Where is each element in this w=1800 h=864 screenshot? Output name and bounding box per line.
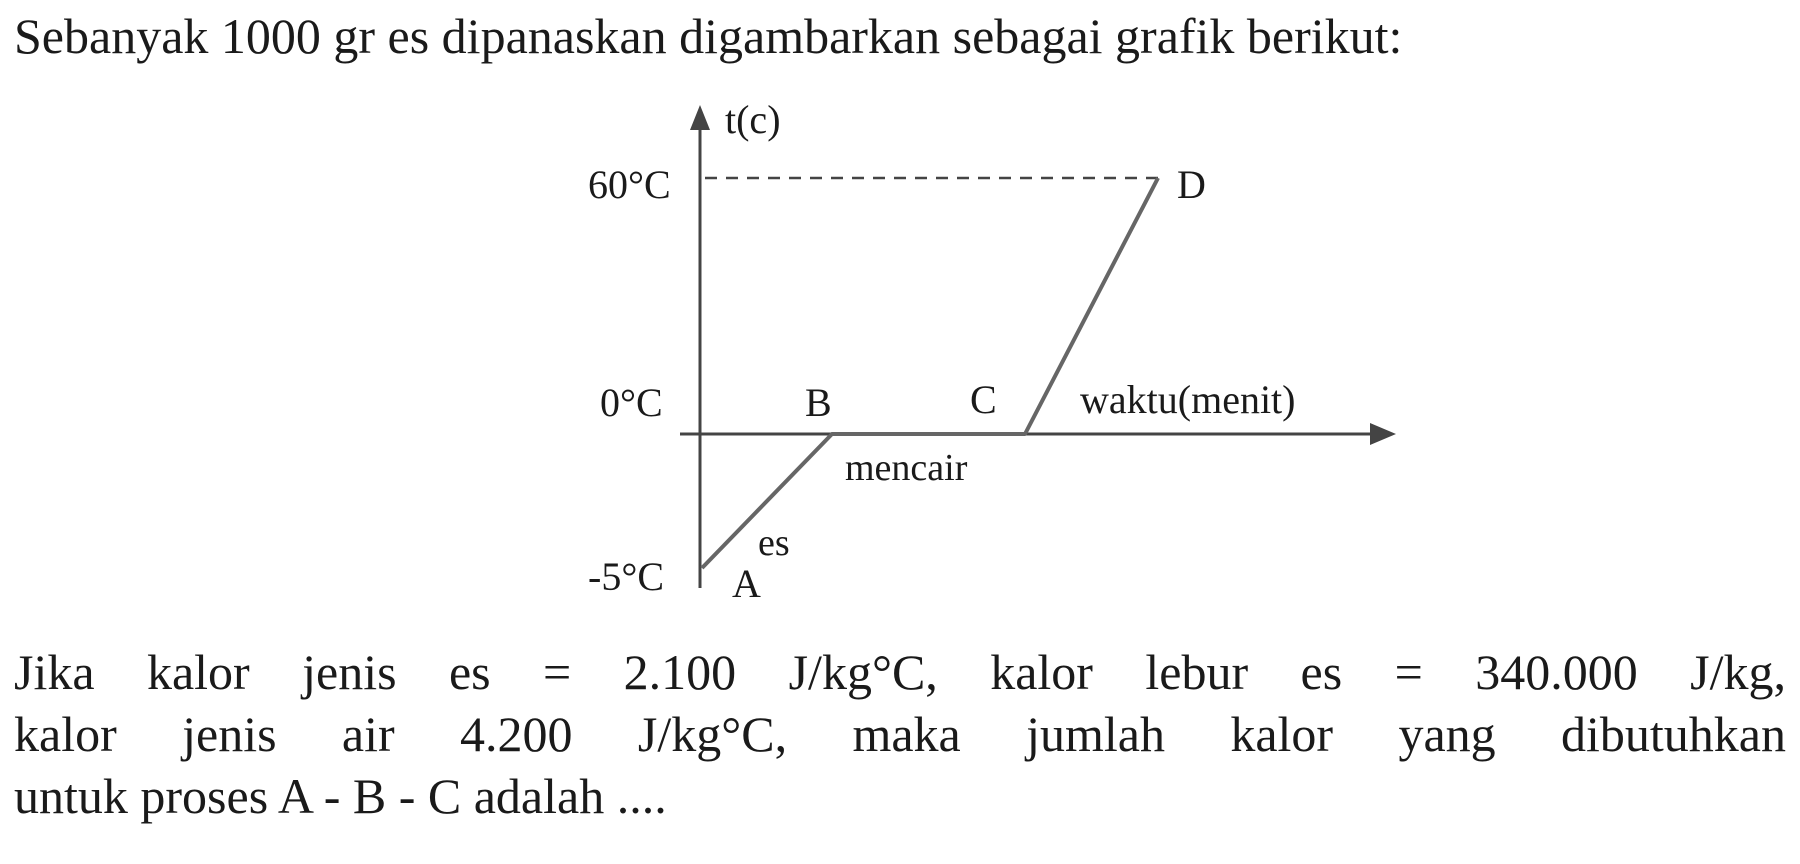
question-line-2: kalor jenis air 4.200 J/kg°C, maka jumlah kalor yang dibutuhkan [14,706,1786,762]
intro-text: Sebanyak 1000 gr es dipanaskan digambarkan sebagai grafik berikut: [14,8,1403,64]
tick-label-neg5: -5°C [588,554,664,599]
segment-label-mencair: mencair [845,447,968,489]
question-line-3: untuk proses A - B - C adalah .... [14,768,667,824]
point-label-d: D [1177,162,1206,207]
y-axis-arrow-icon [690,105,710,130]
question-text [14,641,1786,827]
tick-label-60: 60°C [588,162,671,207]
heating-curve [702,178,1158,568]
point-label-b: B [805,380,832,425]
y-axis-label: t(c) [725,97,781,142]
point-label-a: A [732,561,761,606]
x-axis-arrow-icon [1370,423,1396,445]
segment-label-es: es [758,522,790,564]
question-line-1: Jika kalor jenis es = 2.100 J/kg°C, kalor lebur es = 340.000 J/kg, [14,644,1786,700]
x-axis-label: waktu(menit) [1080,377,1296,422]
tick-label-0: 0°C [600,380,663,425]
point-label-c: C [970,377,997,422]
